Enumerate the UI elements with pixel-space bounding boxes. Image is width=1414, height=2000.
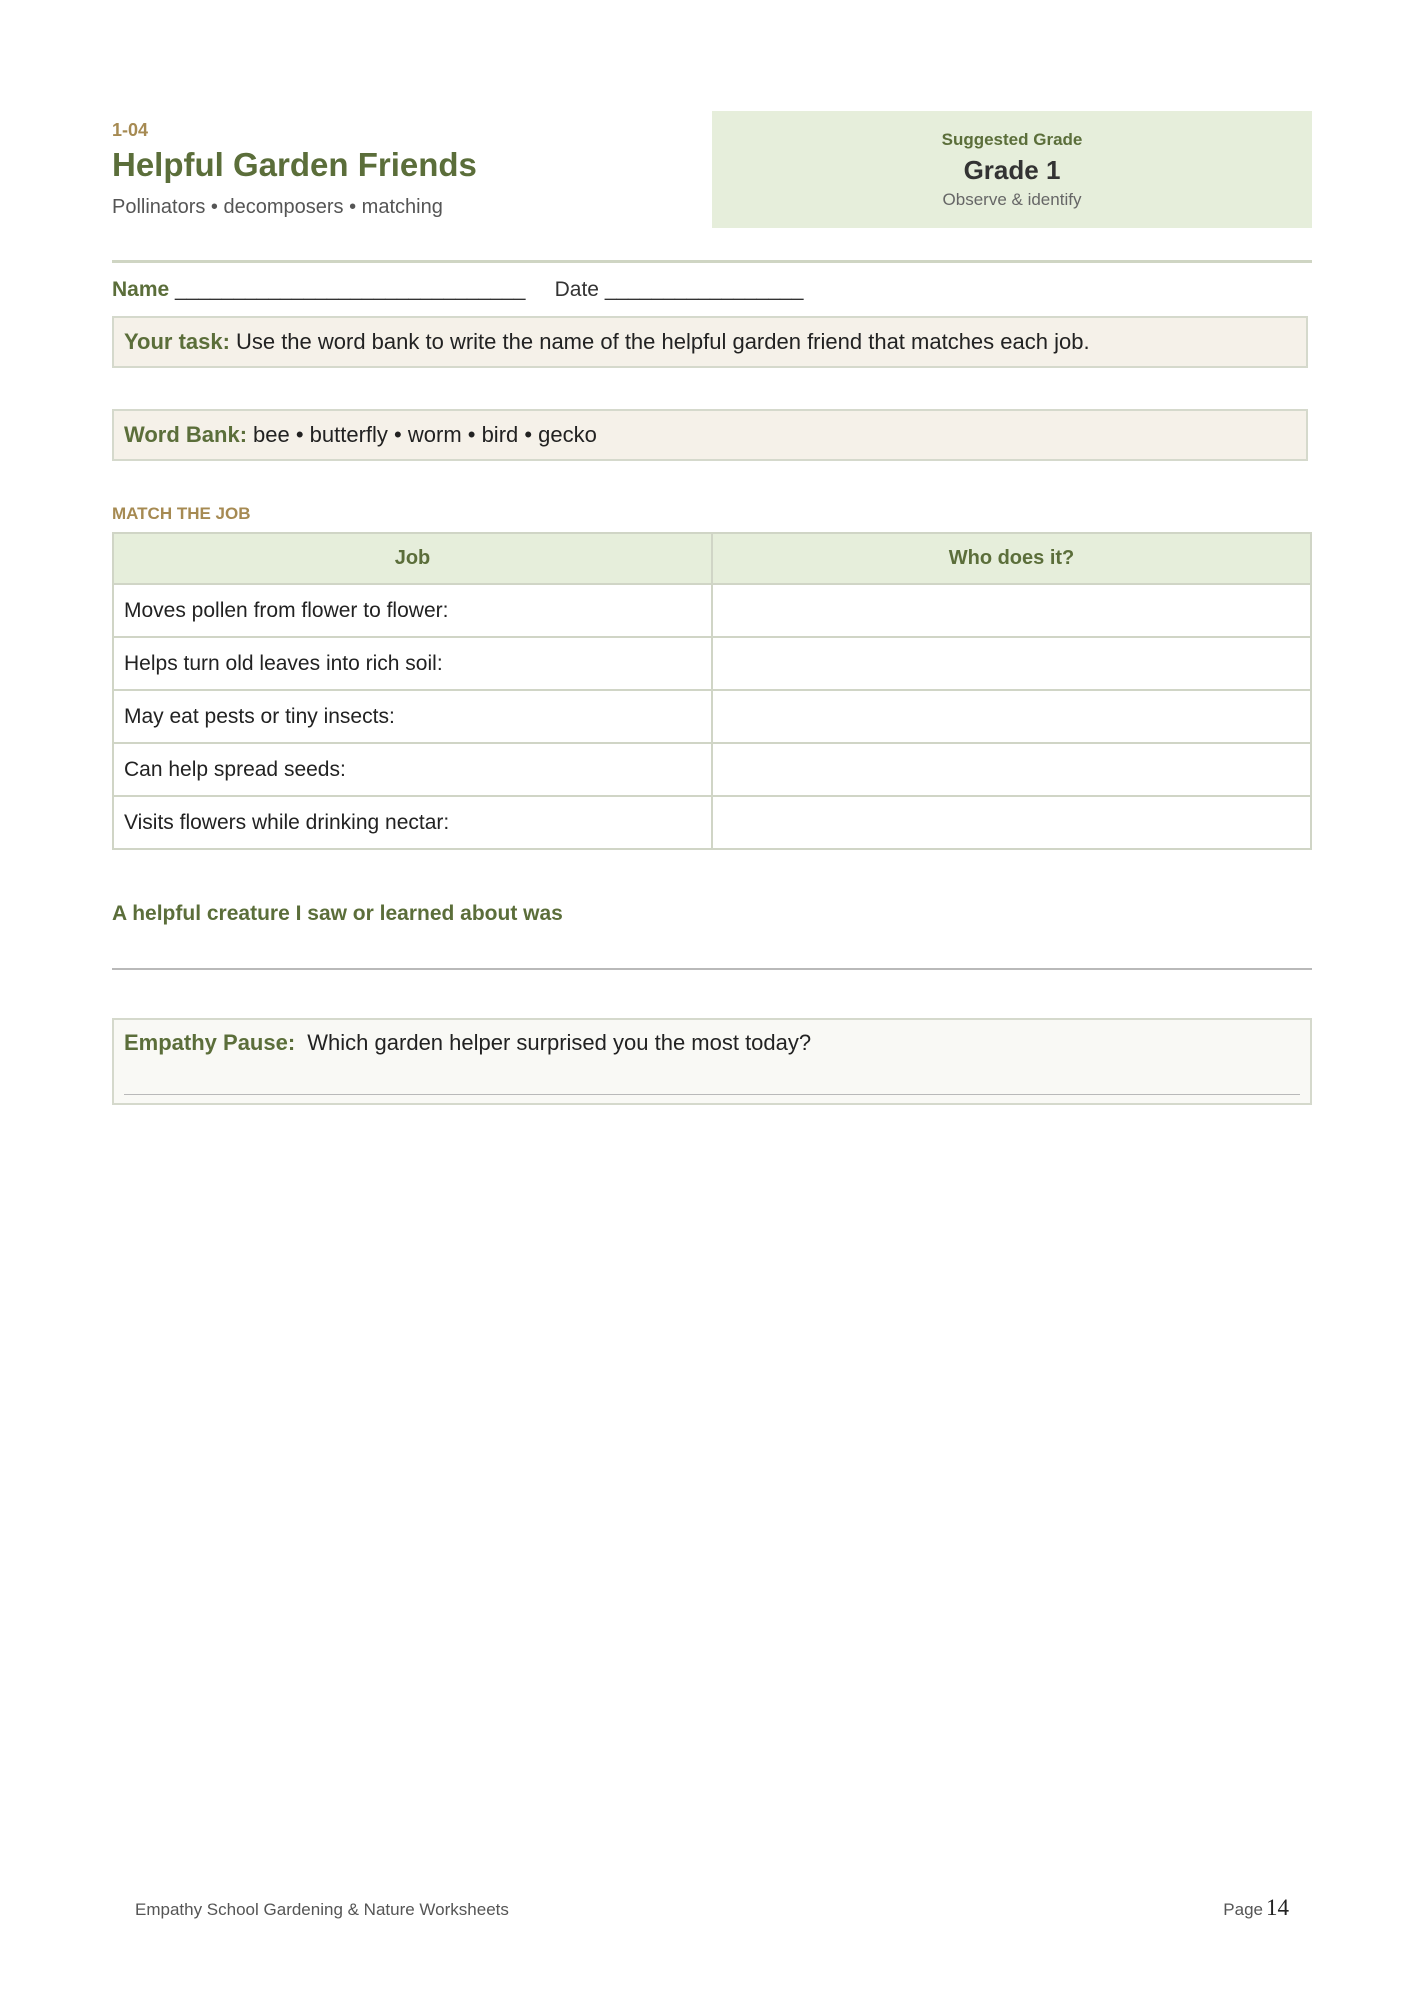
job-cell: Visits flowers while drinking nectar: bbox=[113, 796, 712, 849]
date-label: Date bbox=[554, 278, 599, 301]
answer-cell[interactable] bbox=[712, 584, 1311, 637]
section-title: MATCH THE JOB bbox=[112, 504, 251, 523]
reflection-prompt: A helpful creature I saw or learned about was bbox=[112, 902, 563, 925]
word-bank-box bbox=[112, 409, 1308, 461]
task-box bbox=[112, 316, 1308, 368]
grade-value: Grade 1 bbox=[963, 155, 1061, 185]
table-row bbox=[113, 584, 1311, 637]
answer-cell[interactable] bbox=[712, 743, 1311, 796]
table-row bbox=[113, 690, 1311, 743]
name-label: Name bbox=[112, 278, 170, 301]
empathy-prompt bbox=[124, 1030, 811, 1056]
answer-cell[interactable] bbox=[712, 637, 1311, 690]
grade-label: Suggested Grade bbox=[941, 130, 1083, 149]
answer-cell[interactable] bbox=[712, 796, 1311, 849]
page-subtitle: Pollinators • decomposers • matching bbox=[112, 196, 443, 218]
job-cell: Helps turn old leaves into rich soil: bbox=[113, 637, 712, 690]
table-header-row bbox=[113, 533, 1311, 584]
table-row bbox=[113, 637, 1311, 690]
empathy-pause-box bbox=[112, 1018, 1312, 1105]
task-label: Your task: bbox=[124, 329, 230, 354]
name-field[interactable]: ______________________________ bbox=[175, 278, 526, 301]
answer-cell[interactable] bbox=[712, 690, 1311, 743]
column-header-who: Who does it? bbox=[712, 533, 1311, 584]
header-divider bbox=[112, 260, 1312, 263]
date-field[interactable]: _________________ bbox=[604, 278, 804, 301]
job-cell: Can help spread seeds: bbox=[113, 743, 712, 796]
reflection-answer-line[interactable] bbox=[112, 968, 1312, 970]
table-row bbox=[113, 796, 1311, 849]
job-cell: May eat pests or tiny insects: bbox=[113, 690, 712, 743]
page-number bbox=[1223, 1895, 1289, 1921]
word-bank-text: bee • butterfly • worm • bird • gecko bbox=[253, 422, 597, 447]
empathy-text: Which garden helper surprised you the most today? bbox=[307, 1030, 812, 1055]
worksheet-code: 1-04 bbox=[112, 120, 149, 140]
empathy-answer-line[interactable] bbox=[124, 1094, 1300, 1095]
grade-note: Observe & identify bbox=[942, 190, 1082, 209]
footer-title: Empathy School Gardening & Nature Worksheets bbox=[135, 1900, 509, 1919]
word-bank-label: Word Bank: bbox=[124, 422, 248, 447]
page-number-value: 14 bbox=[1266, 1895, 1289, 1920]
page-title: Helpful Garden Friends bbox=[112, 146, 477, 183]
table-row bbox=[113, 743, 1311, 796]
match-table bbox=[112, 532, 1312, 850]
page-label: Page bbox=[1223, 1900, 1263, 1919]
empathy-label: Empathy Pause: bbox=[124, 1030, 296, 1055]
grade-box bbox=[712, 111, 1312, 228]
name-date-line bbox=[112, 278, 803, 302]
task-text: Use the word bank to write the name of the helpful garden friend that matches each job. bbox=[235, 329, 1090, 354]
column-header-job: Job bbox=[113, 533, 712, 584]
job-cell: Moves pollen from flower to flower: bbox=[113, 584, 712, 637]
